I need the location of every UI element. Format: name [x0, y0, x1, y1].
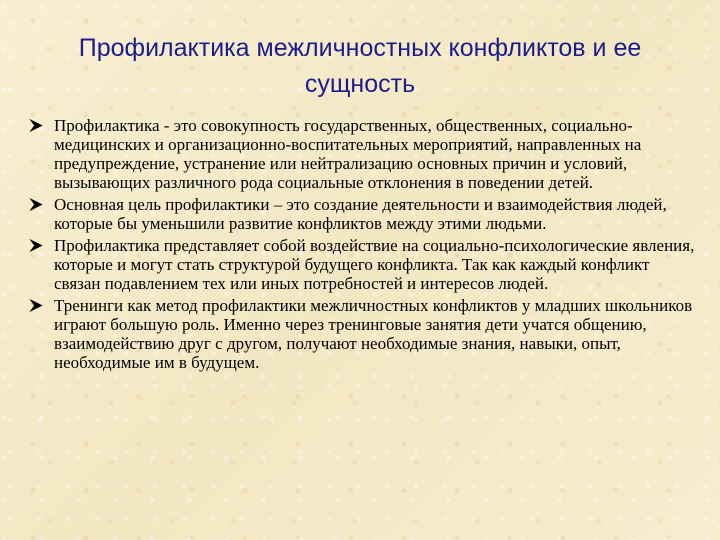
- bullet-item: [26, 236, 698, 293]
- arrowhead-bullet-icon: [26, 116, 46, 135]
- arrowhead-bullet-icon: [26, 236, 46, 255]
- bullet-text: Основная цель профилактики – это создание деятельности и взаимодействия людей, которые бы уменьшили развитие конфликтов между этими людьми.: [54, 195, 667, 233]
- arrowhead-bullet-icon: [26, 296, 46, 315]
- bullet-list: [26, 116, 698, 375]
- bullet-item: [26, 296, 698, 372]
- bullet-text: Профилактика представляет собой воздействие на социально-психологические явления, которые и могут стать структурой будущего конфликта. Так как каждый конфликт связан подавлением тех или иных потребностей и интересов людей.: [54, 236, 695, 293]
- bullet-text: Профилактика - это совокупность государственных, общественных, социально-медицинских и организационно-воспитательных мероприятий, направленных на предупреждение, устранение или нейтрализацию основных причин и условий, вызывающих различного рода социальные отклонения в поведении детей.: [54, 116, 642, 192]
- bullet-item: [26, 116, 698, 192]
- arrowhead-bullet-icon: [26, 195, 46, 214]
- bullet-item: [26, 195, 698, 233]
- bullet-text: Тренинги как метод профилактики межличностных конфликтов у младших школьников играют большую роль. Именно через тренинговые занятия дети учатся общению, взаимодействию друг с другом, получают необходимые знания, навыки, опыт, необходимые им в будущем.: [54, 296, 693, 372]
- slide-title: Профилактика межличностных конфликтов и ее сущность: [78, 34, 642, 98]
